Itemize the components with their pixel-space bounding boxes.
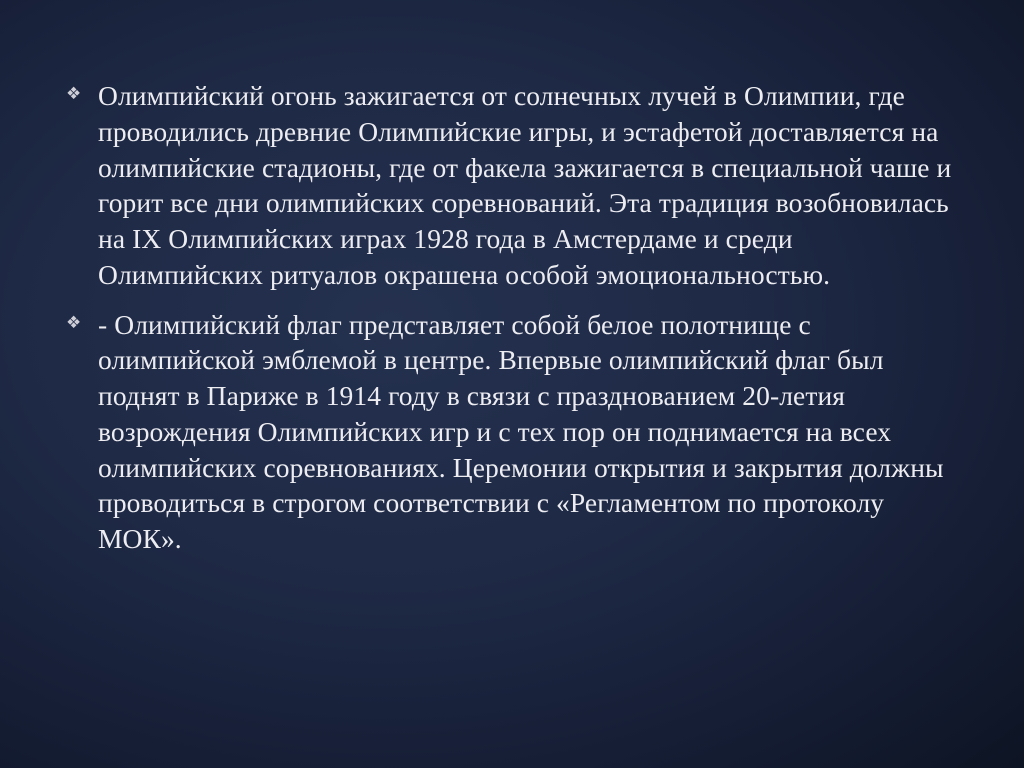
bullet-marker-icon: ❖ — [66, 84, 82, 104]
slide-content — [60, 78, 960, 571]
list-item — [60, 307, 960, 557]
bullet-marker-icon: ❖ — [66, 312, 82, 333]
bullet-list — [60, 78, 960, 557]
list-item — [60, 78, 960, 293]
bullet-text: - Олимпийский флаг представляет собой белое полотнище с олимпийской эмблемой в центре. Впервые олимпийский флаг был поднят в Париже в 1914 году в связи с празднованием 20-летия возрождения Олимпийских игр и с тех пор он поднимается на всех олимпийских соревнованиях. Церемонии открытия и закрытия должны проводиться в строгом соответствии с «Регламентом по протоколу МОК». — [98, 308, 944, 554]
bullet-text: Олимпийский огонь зажигается от солнечных лучей в Олимпии, где проводились древние Олимпийские игры, и эстафетой доставляется на олимпийские стадионы, где от факела зажигается в специальной чаше и горит все дни олимпийских соревнований. Эта традиция возобновилась на IX Олимпийских играх 1928 года в Амстердаме и среди Олимпийских ритуалов окрашена особой эмоциональностью. — [98, 80, 952, 290]
